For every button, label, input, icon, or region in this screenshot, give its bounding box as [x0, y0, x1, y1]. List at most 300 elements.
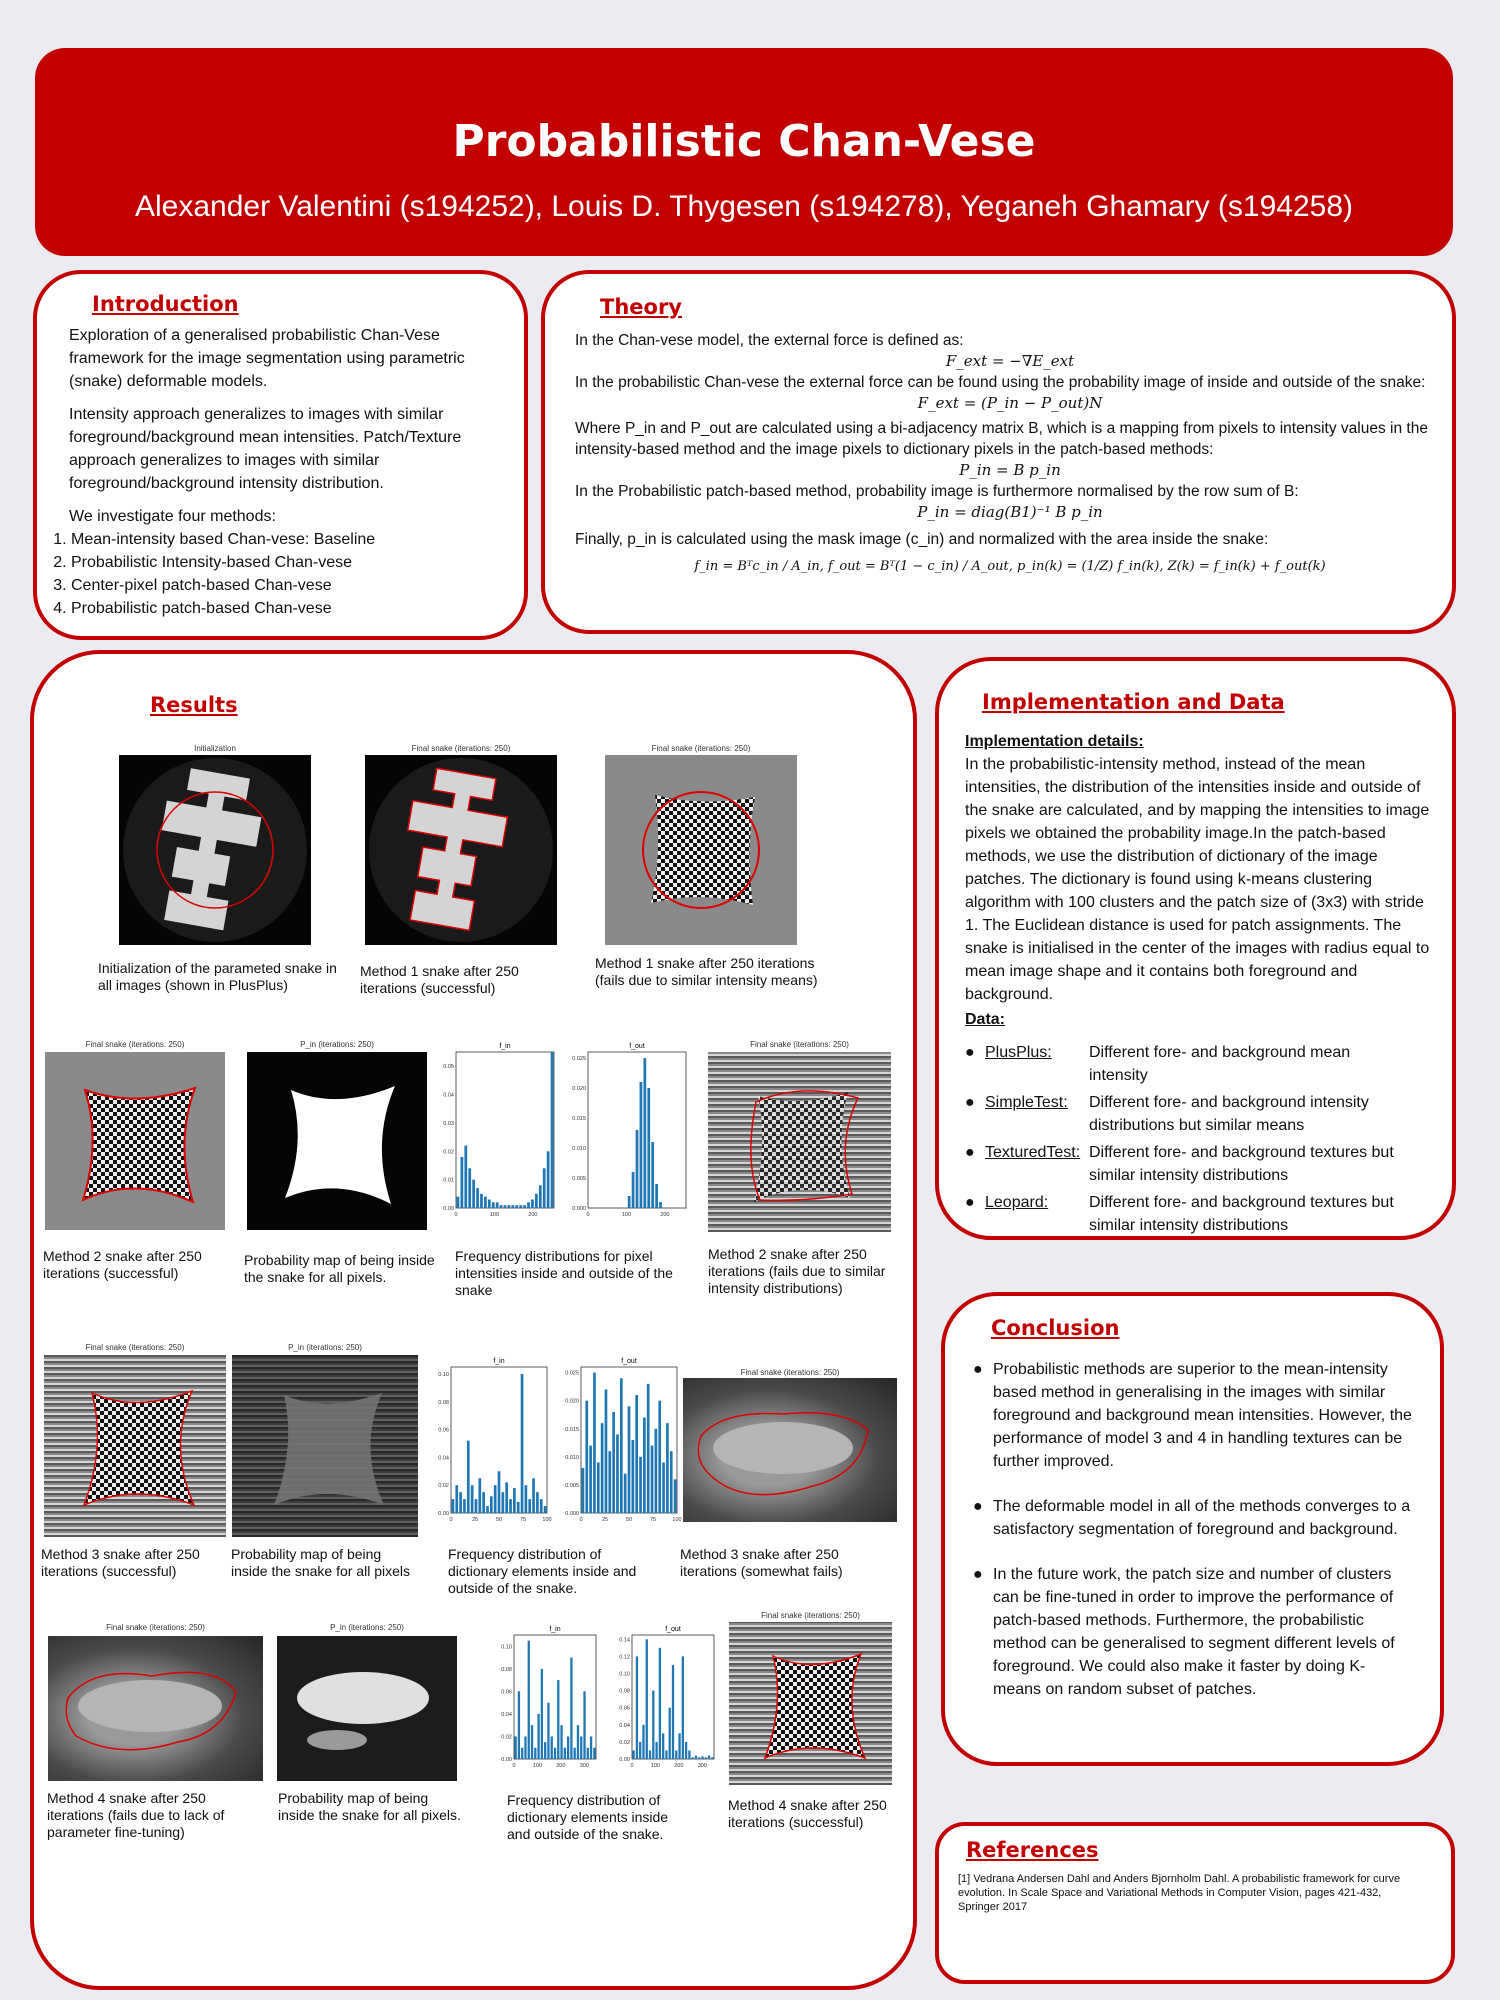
- figure-title: P_in (iterations: 250): [330, 1623, 404, 1632]
- x-tick-label: 200: [660, 1212, 670, 1218]
- method3-probability-map: [232, 1355, 418, 1537]
- theory-t5: Finally, p_in is calculated using the mask image (c_in) and normalized with the area inside the snake:: [575, 531, 1269, 548]
- poster-authors: Alexander Valentini (s194252), Louis D. Thygesen (s194278), Yeganeh Ghamary (s194258): [134, 190, 1353, 223]
- histogram-bar: [544, 1506, 547, 1513]
- histogram-bar: [486, 1506, 489, 1513]
- histogram-bar: [708, 1756, 710, 1759]
- method3-texturedtest-image: [44, 1355, 226, 1537]
- y-tick-label: 0.00: [501, 1757, 512, 1763]
- y-tick-label: 0.14: [619, 1637, 630, 1644]
- histogram-bar: [554, 1748, 556, 1759]
- method2-texturedtest-drawing: [708, 1052, 891, 1232]
- histogram-bar: [567, 1736, 569, 1759]
- histogram-bar: [547, 1703, 549, 1759]
- figure-caption: Probability map of being inside the snake for all pixels: [231, 1546, 410, 1579]
- histogram-bar: [518, 1691, 520, 1759]
- chart-title: f_in: [493, 1358, 505, 1365]
- y-tick-label: 0.08: [438, 1399, 449, 1406]
- figure-title: Final snake (iterations: 250): [106, 1623, 205, 1632]
- x-tick-label: 25: [601, 1517, 609, 1523]
- y-tick-label: 0.010: [572, 1146, 586, 1152]
- histogram-bar: [662, 1462, 665, 1513]
- histogram-bar: [560, 1725, 562, 1759]
- histogram-bar: [557, 1680, 559, 1759]
- histogram-bar: [678, 1733, 680, 1759]
- method1-simpletest-image: [605, 755, 797, 945]
- histogram-bar: [666, 1423, 669, 1513]
- list-item: ● PlusPlus: Different fore- and background mean intensity: [965, 1041, 1435, 1087]
- dataset-name: SimpleTest:: [985, 1094, 1068, 1111]
- histogram-bar: [647, 1088, 650, 1208]
- histogram-bar: [525, 1485, 528, 1513]
- histogram-bar: [459, 1492, 462, 1513]
- plusplus-init-drawing: [119, 755, 311, 945]
- list-item: ● The deformable model in all of the methods converges to a satisfactory segmentation of foreground and background.: [973, 1495, 1413, 1541]
- histogram-bar: [612, 1412, 615, 1513]
- dataset-name: TexturedTest:: [985, 1144, 1081, 1161]
- x-tick-label: 75: [649, 1517, 657, 1523]
- y-tick-label: 0.12: [619, 1654, 630, 1661]
- histogram-bar: [508, 1205, 511, 1208]
- x-tick-label: 50: [495, 1517, 503, 1523]
- figure-title: P_in (iterations: 250): [288, 1343, 362, 1352]
- histogram-bar: [494, 1485, 497, 1513]
- figure-title: Final snake (iterations: 250): [740, 1368, 840, 1377]
- x-tick-label: 300: [579, 1763, 589, 1769]
- theory-t4: In the Probabilistic patch-based method, probability image is furthermore normalised by the row sum of B:: [575, 483, 1299, 500]
- figure-caption: Method 1 snake after 250 iterations (fails due to similar intensity means): [595, 955, 818, 988]
- x-tick-label: 0: [586, 1212, 590, 1218]
- y-tick-label: 0.06: [619, 1705, 630, 1712]
- method2-texturedtest-image: [708, 1052, 891, 1232]
- y-tick-label: 0.05: [443, 1064, 454, 1071]
- y-tick-label: 0.04: [438, 1455, 449, 1462]
- histogram-bar: [527, 1202, 530, 1208]
- y-tick-label: 0.020: [572, 1086, 586, 1092]
- figure-caption: Frequency distribution of dictionary elements inside and outside of the snake.: [507, 1792, 669, 1842]
- histogram-bar: [501, 1492, 504, 1513]
- methods-list: [49, 528, 499, 620]
- x-tick-label: 100: [672, 1517, 682, 1523]
- hist-f-in-m2: [443, 1043, 554, 1218]
- method4-histograms: [488, 1623, 718, 1788]
- histogram-bar: [698, 1757, 700, 1759]
- histogram-bar: [711, 1757, 713, 1759]
- histogram-bar: [624, 1474, 627, 1513]
- histogram-bar: [620, 1378, 623, 1513]
- method4-probability-map: [277, 1636, 457, 1781]
- histogram-bar: [488, 1199, 491, 1208]
- histogram-bar: [476, 1188, 479, 1208]
- histogram-bar: [583, 1691, 585, 1759]
- figure-title: Initialization: [194, 744, 236, 753]
- method3-leopard-drawing: [683, 1378, 897, 1522]
- histogram-bar: [688, 1750, 690, 1759]
- y-tick-label: 0.04: [443, 1092, 454, 1099]
- x-tick-label: 0: [579, 1517, 583, 1523]
- figure-caption: Method 3 snake after 250 iterations (somewhat fails): [680, 1546, 843, 1579]
- implementation-body: [965, 730, 1435, 1241]
- figure-title: Final snake (iterations: 250): [761, 1611, 860, 1620]
- histogram-bar: [475, 1499, 478, 1513]
- introduction-p3: We investigate four methods:: [69, 508, 276, 525]
- chart-title: f_out: [621, 1358, 637, 1365]
- histogram-bar: [665, 1750, 667, 1759]
- y-tick-label: 0.10: [501, 1644, 512, 1651]
- y-tick-label: 0.025: [572, 1056, 586, 1062]
- histogram-bar: [490, 1496, 493, 1513]
- x-tick-label: 200: [556, 1763, 566, 1769]
- histogram-bar: [468, 1168, 471, 1208]
- histogram-bar: [498, 1471, 501, 1513]
- histogram-bar: [539, 1185, 542, 1208]
- figure-title: Final snake (iterations: 250): [750, 1040, 849, 1049]
- histogram-bar: [685, 1742, 687, 1759]
- histogram-bar: [511, 1205, 514, 1208]
- conclusion-title: Conclusion: [991, 1316, 1120, 1340]
- histogram-bar: [695, 1756, 697, 1759]
- histogram-bar: [593, 1748, 595, 1759]
- theory-body: [575, 330, 1445, 577]
- histogram-bar: [642, 1725, 644, 1759]
- histogram-bar: [472, 1180, 475, 1208]
- histogram-bar: [457, 1197, 460, 1208]
- histogram-bar: [534, 1748, 536, 1759]
- hist-f-out-m4: [619, 1626, 714, 1769]
- method4-texturedtest-drawing: [729, 1622, 892, 1785]
- histogram-bar: [597, 1462, 600, 1513]
- y-tick-label: 0.02: [501, 1734, 512, 1741]
- histogram-bar: [674, 1479, 677, 1513]
- figure-caption: Method 2 snake after 250 iterations (successful): [43, 1248, 202, 1281]
- histogram-bar: [528, 1499, 531, 1513]
- histogram-bar: [628, 1406, 631, 1513]
- histogram-bar: [551, 1736, 553, 1759]
- histogram-bar: [452, 1499, 455, 1513]
- figure-caption: Frequency distributions for pixel intensities inside and outside of the snake: [455, 1248, 673, 1298]
- chart-title: f_out: [665, 1626, 681, 1633]
- dataset-name: PlusPlus:: [985, 1044, 1052, 1061]
- y-tick-label: 0.005: [572, 1176, 586, 1182]
- histogram-bar: [655, 1184, 658, 1208]
- x-tick-label: 300: [697, 1763, 707, 1769]
- histogram-bar: [536, 1492, 539, 1513]
- method4-leopard-image: [48, 1636, 263, 1781]
- histogram-bar: [651, 1142, 654, 1208]
- conclusion-item: In the future work, the patch size and number of clusters can be fine-tuned in order to improve the performance of patch-based methods. Furthermore, the probabilistic method can be generalised to segment different levels of foreground. We could also make it faster by doing K-means on random subset of patches.: [993, 1566, 1395, 1698]
- method1-simpletest-drawing: [605, 755, 797, 945]
- histogram-bar: [482, 1492, 485, 1513]
- y-tick-label: 0.01: [443, 1177, 454, 1184]
- figure-caption: Frequency distribution of dictionary elements inside and outside of the snake.: [448, 1546, 637, 1596]
- histogram-bar: [647, 1384, 650, 1513]
- histogram-bar: [639, 1742, 641, 1759]
- introduction-title: Introduction: [92, 292, 239, 316]
- histogram-bar: [513, 1488, 516, 1513]
- method1-plusplus-image: [365, 755, 557, 945]
- histogram-bar: [590, 1736, 592, 1759]
- dataset-desc: Different fore- and background intensity distributions but similar means: [1089, 1094, 1369, 1134]
- figure-caption: Probability map of being inside the snake for all pixels.: [278, 1790, 461, 1823]
- y-tick-label: 0.00: [438, 1511, 449, 1517]
- x-tick-label: 100: [542, 1517, 552, 1523]
- histogram-bar: [463, 1499, 466, 1513]
- equation-2: F_ext = (P_in − P_out)N: [917, 394, 1103, 412]
- dataset-desc: Different fore- and background textures but similar intensity distributions: [1089, 1144, 1394, 1184]
- histogram-bar: [480, 1194, 483, 1208]
- list-item: ● SimpleTest: Different fore- and background intensity distributions but similar means: [965, 1091, 1435, 1137]
- data-list: [965, 1041, 1435, 1237]
- histogram-bar: [523, 1205, 526, 1208]
- theory-t1: In the Chan-vese model, the external force is defined as:: [575, 332, 964, 349]
- histogram-bar: [551, 1052, 554, 1208]
- method3-histograms: [425, 1355, 685, 1545]
- histogram-bar: [570, 1658, 572, 1759]
- hist-f-out-m3: [565, 1358, 681, 1523]
- histogram-bar: [543, 1168, 546, 1208]
- histogram-bar: [464, 1146, 467, 1208]
- list-item: 1. Mean-intensity based Chan-vese: Baseline: [71, 528, 499, 551]
- theory-t2: In the probabilistic Chan-vese the external force can be found using the probability image of inside and outside of the snake:: [575, 374, 1426, 391]
- figure-caption: Method 1 snake after 250 iterations (successful): [360, 963, 519, 996]
- method1-plusplus-drawing: [365, 755, 557, 945]
- introduction-p2: Intensity approach generalizes to images with similar foreground/background mean intensities. Patch/Texture approach generalizes to images with similar foreground/background intensity distribution.: [69, 406, 462, 492]
- figure-caption: Method 4 snake after 250 iterations (successful): [728, 1797, 887, 1830]
- histogram-bar: [632, 1172, 635, 1208]
- y-tick-label: 0.015: [572, 1116, 586, 1122]
- hist-f-out-m2: [572, 1043, 686, 1218]
- y-tick-label: 0.06: [501, 1689, 512, 1696]
- histogram-bar: [589, 1446, 592, 1513]
- figure-title: Final snake (iterations: 250): [651, 744, 751, 753]
- conclusion-item: Probabilistic methods are superior to the mean-intensity based method in generalising in the images with similar foreground and background mean intensities. However, the performance of model 3 and 4 in handling textures can be further improved.: [993, 1361, 1412, 1470]
- y-tick-label: 0.02: [438, 1483, 449, 1490]
- histogram-bar: [537, 1714, 539, 1759]
- histogram-bar: [492, 1202, 495, 1208]
- method4-texturedtest-image: [729, 1622, 892, 1785]
- figure-caption: Method 3 snake after 250 iterations (successful): [41, 1546, 200, 1579]
- histogram-bar: [636, 1656, 638, 1759]
- figure-title: Final snake (iterations: 250): [411, 744, 511, 753]
- dataset-desc: Different fore- and background mean intensity: [1089, 1044, 1351, 1084]
- histogram-bar: [517, 1502, 520, 1513]
- histogram-bar: [593, 1373, 596, 1513]
- y-tick-label: 0.025: [565, 1370, 579, 1377]
- histogram-bar: [608, 1451, 611, 1513]
- histogram-bar: [535, 1194, 538, 1208]
- figure-caption: Probability map of being inside the snake for all pixels.: [244, 1252, 435, 1285]
- histogram-bar: [514, 1736, 516, 1759]
- list-item: 2. Probabilistic Intensity-based Chan-vese: [71, 551, 499, 574]
- y-tick-label: 0.020: [565, 1398, 579, 1405]
- y-tick-label: 0.04: [501, 1711, 512, 1718]
- histogram-bar: [564, 1748, 566, 1759]
- x-tick-label: 200: [674, 1763, 684, 1769]
- histogram-bar: [471, 1485, 474, 1513]
- histogram-bar: [662, 1733, 664, 1759]
- histogram-bar: [670, 1451, 673, 1513]
- x-tick-label: 100: [621, 1212, 632, 1218]
- figure-title: P_in (iterations: 250): [300, 1040, 374, 1049]
- y-tick-label: 0.08: [501, 1666, 512, 1673]
- y-tick-label: 0.02: [619, 1739, 630, 1746]
- histogram-bar: [528, 1641, 530, 1759]
- histogram-bar: [635, 1395, 638, 1513]
- y-tick-label: 0.000: [565, 1511, 579, 1517]
- histogram-bar: [484, 1197, 487, 1208]
- method2-probability-drawing: [247, 1052, 427, 1230]
- histogram-bar: [682, 1656, 684, 1759]
- histogram-bar: [461, 1157, 464, 1208]
- method2-simpletest-drawing: [45, 1052, 225, 1230]
- list-item: ● In the future work, the patch size and number of clusters can be fine-tuned in order to improve the performance of patch-based methods. Furthermore, the probabilistic method can be generalised to segment different levels of foreground. We could also make it faster by doing K-means on random subset of patches.: [973, 1563, 1413, 1701]
- histogram-bar: [605, 1389, 608, 1513]
- histogram-bar: [658, 1401, 661, 1513]
- histogram-bar: [649, 1750, 651, 1759]
- histogram-bar: [631, 1440, 634, 1513]
- poster-title: Probabilistic Chan-Vese: [452, 116, 1036, 167]
- histogram-bar: [574, 1748, 576, 1759]
- histogram-bar: [500, 1205, 503, 1208]
- histogram-bar: [701, 1756, 703, 1759]
- list-item: 4. Probabilistic patch-based Chan-vese: [71, 597, 499, 620]
- y-tick-label: 0.04: [619, 1722, 630, 1729]
- x-tick-label: 50: [625, 1517, 633, 1523]
- histogram-bar: [455, 1485, 458, 1513]
- y-tick-label: 0.00: [619, 1757, 630, 1763]
- histogram-bar: [643, 1058, 646, 1208]
- histogram-bar: [585, 1401, 588, 1513]
- implementation-details: In the probabilistic-intensity method, instead of the mean intensities, the distribution of the intensities inside and outside of the snake are calculated, and by mapping the intensities to image pixels we obtained the probability image.In the patch-based methods, we use the distribution of dictionary of the image patches. The dictionary is found using k-means clustering algorithm with 100 clusters and the patch size of (3x3) with stride 1. The Euclidean distance is used for patch assignments. The snake is initialised in the center of the images with radius equal to mean image shape and it contains both foreground and background.: [965, 756, 1430, 1003]
- y-tick-label: 0.10: [438, 1371, 449, 1378]
- histogram-bar: [643, 1418, 646, 1513]
- histogram-bar: [547, 1151, 550, 1208]
- y-tick-label: 0.02: [443, 1149, 454, 1156]
- histogram-bar: [521, 1748, 523, 1759]
- equation-1: F_ext = −∇E_ext: [945, 352, 1075, 370]
- histogram-bar: [659, 1648, 661, 1759]
- histogram-bar: [652, 1691, 654, 1759]
- method2-histograms: [430, 1040, 695, 1240]
- histogram-bar: [646, 1639, 648, 1759]
- dataset-name: Leopard:: [985, 1194, 1049, 1211]
- y-tick-label: 0.000: [572, 1206, 586, 1212]
- y-tick-label: 0.08: [619, 1688, 630, 1695]
- histogram-bar: [540, 1499, 543, 1513]
- histogram-bar: [669, 1708, 671, 1759]
- method3-texturedtest-drawing: [44, 1355, 226, 1537]
- list-item: 3. Center-pixel patch-based Chan-vese: [71, 574, 499, 597]
- histogram-bar: [651, 1446, 654, 1513]
- references-title: References: [966, 1838, 1099, 1862]
- histogram-bar: [655, 1429, 658, 1513]
- equation-4: P_in = diag(B1)⁻¹ B p_in: [917, 503, 1103, 521]
- histogram-bar: [692, 1757, 694, 1759]
- method4-leopard-drawing: [48, 1636, 263, 1781]
- histogram-bar: [531, 1199, 534, 1208]
- histogram-bar: [509, 1499, 512, 1513]
- x-tick-label: 200: [528, 1212, 538, 1218]
- histogram-bar: [524, 1736, 526, 1759]
- chart-title: f_out: [629, 1043, 645, 1050]
- y-tick-label: 0.005: [565, 1482, 579, 1489]
- chart-title: f_in: [549, 1626, 561, 1633]
- histogram-bar: [531, 1725, 533, 1759]
- hist-f-in-m3: [438, 1358, 551, 1523]
- y-tick-label: 0.10: [619, 1671, 630, 1678]
- histogram-bar: [544, 1742, 546, 1759]
- conclusion-body: [973, 1358, 1413, 1701]
- method3-leopard-image: [683, 1378, 897, 1522]
- histogram-bar: [582, 1468, 585, 1513]
- x-tick-label: 75: [519, 1517, 527, 1523]
- y-tick-label: 0.06: [438, 1427, 449, 1434]
- conclusion-item: The deformable model in all of the methods converges to a satisfactory segmentation of foreground and background.: [993, 1498, 1411, 1538]
- figure-caption: Method 2 snake after 250 iterations (fails due to similar intensity distributions): [708, 1246, 886, 1296]
- implementation-details-label: Implementation details:: [965, 733, 1144, 750]
- figure-caption: Initialization of the parameted snake in all images (shown in PlusPlus): [98, 960, 337, 993]
- x-tick-label: 100: [489, 1212, 500, 1218]
- introduction-p1: Exploration of a generalised probabilistic Chan-Vese framework for the image segmentation using parametric (snake) deformable models.: [69, 327, 465, 390]
- hist-f-in-m4: [501, 1626, 596, 1769]
- histogram-bar: [587, 1748, 589, 1759]
- figure-title: Final snake (iterations: 250): [85, 1343, 185, 1352]
- method4-probability-drawing: [277, 1636, 457, 1781]
- histogram-bar: [601, 1423, 604, 1513]
- implementation-title: Implementation and Data: [982, 690, 1285, 714]
- x-tick-label: 25: [471, 1517, 479, 1523]
- poster-header: [35, 48, 1453, 256]
- dataset-desc: Different fore- and background textures but similar intensity distributions: [1089, 1194, 1394, 1234]
- histogram-bar: [521, 1374, 524, 1513]
- histogram-bar: [577, 1725, 579, 1759]
- histogram-bar: [505, 1482, 508, 1513]
- x-tick-label: 0: [449, 1517, 453, 1523]
- list-item: ● TexturedTest: Different fore- and background textures but similar intensity distributions: [965, 1141, 1435, 1187]
- histogram-bar: [705, 1757, 707, 1759]
- figure-caption: Method 4 snake after 250 iterations (fails due to lack of parameter fine-tuning): [47, 1790, 225, 1840]
- histogram-bar: [519, 1205, 522, 1208]
- histogram-bar: [580, 1736, 582, 1759]
- y-tick-label: 0.03: [443, 1120, 454, 1127]
- x-tick-label: 0: [512, 1763, 516, 1769]
- equation-3: P_in = B p_in: [959, 461, 1061, 479]
- introduction-body: [69, 324, 499, 620]
- histogram-bar: [541, 1669, 543, 1759]
- chart-title: f_in: [499, 1043, 511, 1050]
- histogram-bar: [478, 1478, 481, 1513]
- results-title: Results: [150, 693, 238, 717]
- figure-title: Final snake (iterations: 250): [85, 1040, 185, 1049]
- histogram-bar: [467, 1441, 470, 1513]
- x-tick-label: 100: [650, 1763, 661, 1769]
- histogram-bar: [672, 1665, 674, 1759]
- histogram-bar: [504, 1205, 507, 1208]
- histogram-bar: [616, 1434, 619, 1513]
- histogram-bar: [636, 1130, 639, 1208]
- y-tick-label: 0.015: [565, 1426, 579, 1433]
- theory-t3: Where P_in and P_out are calculated using a bi-adjacency matrix B, which is a mapping from pixels to intensity values in the intensity-based method and the image pixels to dictionary pixels in the patch-based methods:: [575, 420, 1428, 458]
- list-item: ● Leopard: Different fore- and background textures but similar intensity distributions: [965, 1191, 1435, 1237]
- histogram-bar: [515, 1205, 518, 1208]
- histogram-bar: [639, 1457, 642, 1513]
- histogram-bar: [640, 1082, 643, 1208]
- histogram-bar: [496, 1202, 499, 1208]
- method2-simpletest-image: [45, 1052, 225, 1230]
- histogram-bar: [532, 1478, 535, 1513]
- x-tick-label: 0: [630, 1763, 634, 1769]
- method2-probability-map: [247, 1052, 427, 1230]
